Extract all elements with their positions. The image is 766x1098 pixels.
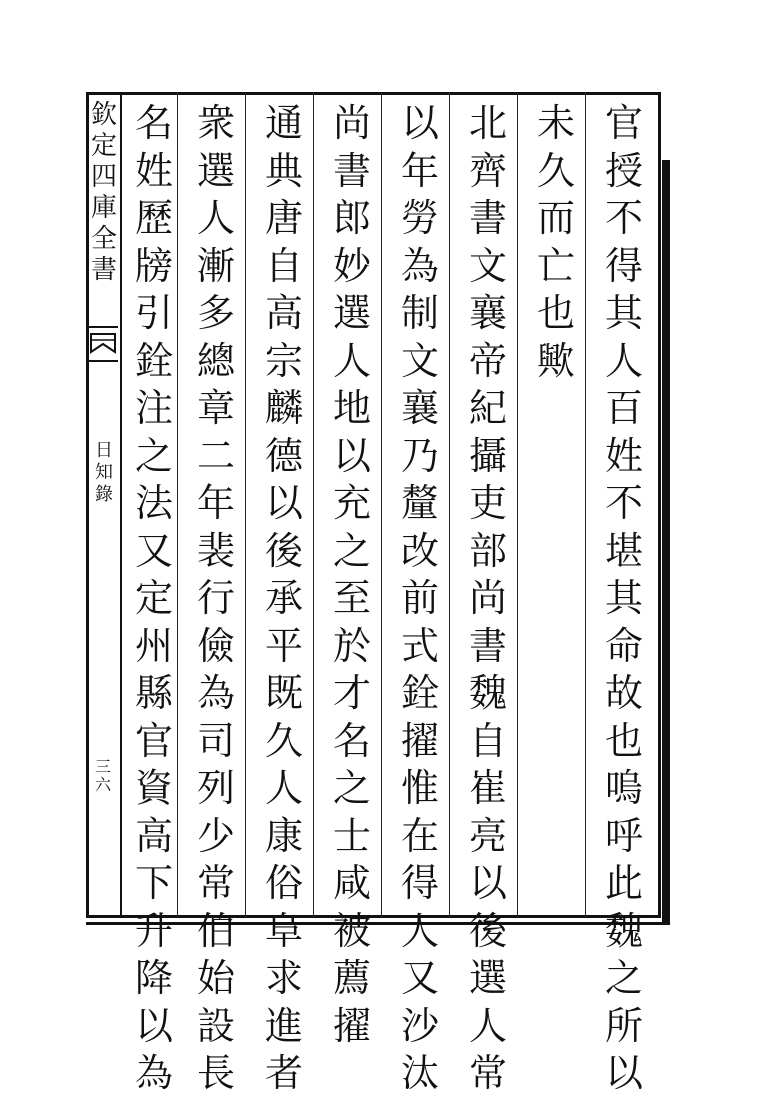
text-char: 章 (196, 386, 235, 430)
text-char: 銓 (134, 338, 173, 383)
text-char: 麟 (264, 386, 303, 430)
text-char: 久 (264, 718, 303, 763)
text-char: 以 (604, 1051, 643, 1095)
text-char: 齊 (468, 148, 507, 193)
text-char: 二 (196, 433, 235, 478)
text-char: 襄 (400, 386, 439, 430)
text-char: 勞 (400, 196, 439, 240)
text-char: 銓 (400, 671, 439, 715)
text-char: 襄 (468, 291, 507, 335)
text-char: 州 (134, 623, 173, 668)
text-char: 不 (604, 196, 643, 240)
text-char: 名 (332, 718, 371, 763)
text-char: 紀 (468, 386, 507, 430)
text-char: 以 (264, 481, 303, 525)
text-char: 多 (196, 291, 235, 335)
text-char: 書 (468, 196, 507, 240)
text-char: 常 (468, 1051, 507, 1095)
text-char: 後 (468, 908, 507, 953)
text-char: 之 (332, 528, 371, 573)
text-char: 進 (264, 1003, 303, 1048)
text-char: 亮 (468, 813, 507, 858)
collection-title-char: 全 (90, 224, 117, 254)
text-char: 沙 (400, 1003, 439, 1048)
text-char: 擢 (332, 1003, 371, 1048)
text-char: 也 (604, 718, 643, 763)
text-char: 人 (468, 1003, 507, 1048)
text-char: 歟 (536, 338, 575, 383)
text-column (259, 100, 309, 1095)
text-char: 平 (264, 623, 303, 668)
text-char: 在 (400, 813, 439, 858)
text-char: 升 (134, 908, 173, 953)
text-char: 縣 (134, 671, 173, 715)
text-char: 選 (468, 956, 507, 1000)
text-char: 始 (196, 956, 235, 1000)
text-char: 裴 (196, 528, 235, 573)
text-char: 亡 (536, 243, 575, 288)
text-char: 俗 (264, 861, 303, 905)
text-char: 總 (196, 338, 235, 383)
book-title-char: 日 (95, 440, 113, 461)
text-char: 尚 (332, 101, 371, 145)
text-char: 所 (604, 1003, 643, 1048)
collection-title-char: 庫 (90, 193, 117, 223)
text-char: 以 (468, 861, 507, 905)
text-column (327, 100, 377, 1048)
frame-right-border (662, 160, 670, 922)
text-char: 者 (264, 1051, 303, 1095)
text-char: 人 (264, 766, 303, 810)
text-char: 高 (264, 291, 303, 335)
text-char: 擢 (400, 718, 439, 763)
text-char: 人 (604, 338, 643, 383)
collection-title-char: 書 (90, 255, 117, 285)
text-char: 司 (196, 718, 235, 763)
text-char: 乃 (400, 433, 439, 478)
text-char: 文 (400, 338, 439, 383)
text-char: 降 (134, 956, 173, 1000)
text-char: 通 (264, 101, 303, 145)
text-char: 以 (134, 1003, 173, 1048)
text-char: 注 (134, 386, 173, 430)
text-char: 年 (400, 148, 439, 193)
text-char: 為 (134, 1051, 173, 1095)
collection-title-char: 欽 (90, 100, 117, 130)
text-char: 牓 (134, 243, 173, 288)
column-rule (381, 92, 382, 918)
text-char: 式 (400, 623, 439, 668)
text-char: 之 (332, 766, 371, 810)
text-column (395, 100, 445, 1095)
text-char: 選 (196, 148, 235, 193)
text-char: 人 (196, 196, 235, 240)
text-char: 其 (604, 291, 643, 335)
text-char: 行 (196, 576, 235, 620)
text-char: 文 (468, 243, 507, 288)
text-char: 帝 (468, 338, 507, 383)
text-char: 尚 (468, 576, 507, 620)
text-char: 又 (134, 528, 173, 573)
text-char: 郎 (332, 196, 371, 240)
text-char: 自 (468, 718, 507, 763)
text-char: 後 (264, 528, 303, 573)
text-char: 攝 (468, 433, 507, 478)
text-char: 此 (604, 861, 643, 905)
text-char: 高 (134, 813, 173, 858)
text-char: 得 (400, 861, 439, 905)
text-char: 之 (134, 433, 173, 478)
text-char: 定 (134, 576, 173, 620)
text-char: 人 (332, 338, 371, 383)
text-char: 被 (332, 908, 371, 953)
text-char: 漸 (196, 243, 235, 288)
text-char: 薦 (332, 956, 371, 1000)
column-rule (245, 92, 246, 918)
text-char: 伯 (196, 908, 235, 953)
text-char: 堪 (604, 528, 643, 573)
text-char: 改 (400, 528, 439, 573)
book-title-char: 錄 (95, 484, 113, 505)
fishtail-rule-top (88, 326, 118, 328)
text-char: 未 (536, 101, 575, 145)
text-column (531, 100, 581, 915)
text-char: 常 (196, 861, 235, 905)
collection-title-char: 定 (90, 131, 117, 161)
text-char: 承 (264, 576, 303, 620)
text-char: 列 (196, 766, 235, 810)
text-char: 下 (134, 861, 173, 905)
text-char: 官 (134, 718, 173, 763)
text-char: 嗚 (604, 766, 643, 810)
text-char: 歷 (134, 196, 173, 240)
text-char: 資 (134, 766, 173, 810)
text-char: 呼 (604, 813, 643, 858)
fishtail-mark (89, 330, 117, 356)
text-char: 而 (536, 196, 575, 240)
text-char: 久 (536, 148, 575, 193)
text-char: 命 (604, 623, 643, 668)
text-char: 釐 (400, 481, 439, 525)
text-char: 宗 (264, 338, 303, 383)
text-column (191, 100, 241, 1095)
text-char: 於 (332, 623, 371, 668)
text-char: 也 (536, 291, 575, 335)
text-char: 之 (604, 956, 643, 1000)
text-char: 授 (604, 148, 643, 193)
column-rule (585, 92, 586, 918)
text-char: 法 (134, 481, 173, 525)
text-char: 書 (468, 623, 507, 668)
collection-title-char: 四 (90, 162, 117, 192)
text-char: 才 (332, 671, 371, 715)
text-column (129, 100, 179, 1095)
text-char: 其 (604, 576, 643, 620)
text-char: 姓 (604, 433, 643, 478)
text-char: 典 (264, 148, 303, 193)
text-char: 充 (332, 481, 371, 525)
text-char: 前 (400, 576, 439, 620)
text-char: 地 (332, 386, 371, 430)
text-char: 求 (264, 956, 303, 1000)
text-char: 魏 (468, 671, 507, 715)
text-char: 書 (332, 148, 371, 193)
text-char: 少 (196, 813, 235, 858)
text-char: 為 (400, 243, 439, 288)
text-char: 引 (134, 291, 173, 335)
page-number-char: 六 (94, 775, 111, 794)
text-char: 以 (400, 101, 439, 145)
text-char: 魏 (604, 908, 643, 953)
text-char: 為 (196, 671, 235, 715)
page-number (86, 758, 120, 794)
text-char: 部 (468, 528, 507, 573)
column-rule (517, 92, 518, 918)
fishtail-rule-bottom (88, 360, 118, 362)
text-char: 既 (264, 671, 303, 715)
text-char: 以 (332, 433, 371, 478)
text-char: 年 (196, 481, 235, 525)
column-rule (313, 92, 314, 918)
text-char: 妙 (332, 243, 371, 288)
text-char: 制 (400, 291, 439, 335)
text-char: 官 (604, 101, 643, 145)
text-char: 惟 (400, 766, 439, 810)
book-title-char: 知 (95, 462, 113, 483)
text-char: 人 (400, 908, 439, 953)
text-char: 汰 (400, 1051, 439, 1095)
text-char: 故 (604, 671, 643, 715)
text-char: 自 (264, 243, 303, 288)
page-number-char: 三 (94, 757, 111, 776)
column-rule (449, 92, 450, 918)
text-column (599, 100, 649, 1095)
text-char: 唐 (264, 196, 303, 240)
text-char: 衆 (196, 101, 235, 145)
text-char: 北 (468, 101, 507, 145)
text-char: 德 (264, 433, 303, 478)
text-char: 長 (196, 1051, 235, 1095)
text-char: 吏 (468, 481, 507, 525)
text-char: 得 (604, 243, 643, 288)
text-char: 康 (264, 813, 303, 858)
text-column (463, 100, 513, 1095)
text-char: 阜 (264, 908, 303, 953)
text-char: 至 (332, 576, 371, 620)
text-char: 名 (134, 101, 173, 145)
collection-title (88, 100, 120, 286)
text-char: 百 (604, 386, 643, 430)
text-char: 儉 (196, 623, 235, 668)
text-char: 姓 (134, 148, 173, 193)
text-char: 又 (400, 956, 439, 1000)
text-char: 不 (604, 481, 643, 525)
text-char: 設 (196, 1003, 235, 1048)
text-char: 選 (332, 291, 371, 335)
text-char: 咸 (332, 861, 371, 905)
text-char: 崔 (468, 766, 507, 810)
text-char: 士 (332, 813, 371, 858)
book-title (89, 440, 119, 506)
